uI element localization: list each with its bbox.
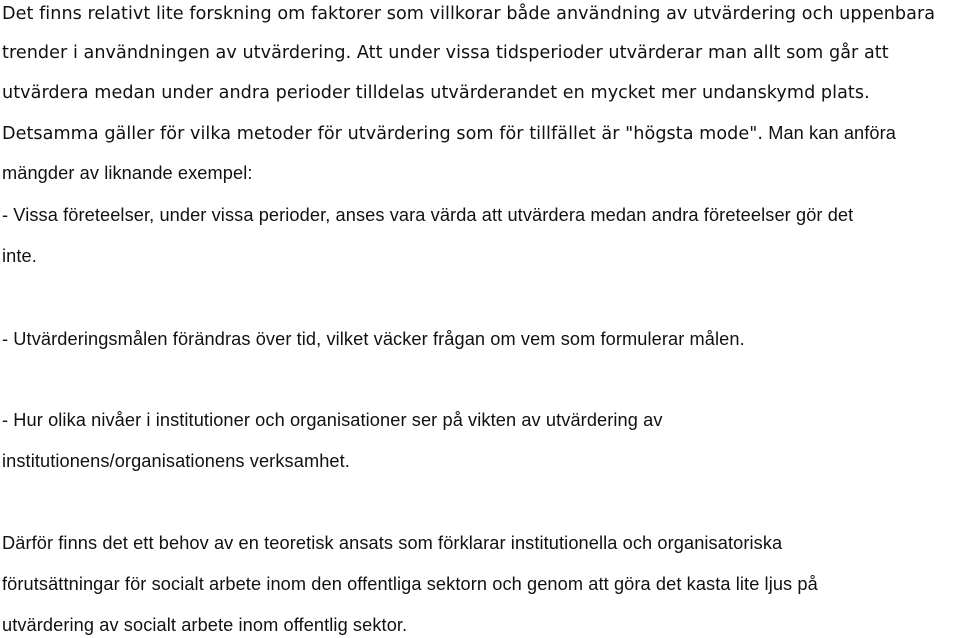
paragraph1-line4-part1: Detsamma gäller för vilka metoder för utvärdering som för tillfället är "högsta mode". — [2, 124, 764, 144]
paragraph1-line5: mängder av liknande exempel: — [2, 163, 253, 183]
paragraph2-line3: utvärdering av socialt arbete inom offentlig sektor. — [2, 615, 408, 635]
paragraph2-line2: förutsättningar för socialt arbete inom den offentliga sektorn och genom att göra det kasta lite ljus på — [2, 574, 818, 594]
bullet1-line1: - Vissa företeelser, under vissa perioder, anses vara värda att utvärdera medan andra företeelser gör det — [2, 205, 854, 225]
paragraph1-line4 — [2, 121, 896, 146]
paragraph2-line1: Därför finns det ett behov av en teoretisk ansats som förklarar institutionella och organisatoriska — [2, 533, 783, 553]
paragraph1-line4-part2: Man kan anföra — [763, 123, 896, 143]
paragraph1-line1: Det finns relativt lite forskning om faktorer som villkorar både användning av utvärdering och uppenbara — [2, 4, 936, 24]
bullet3-line1: - Hur olika nivåer i institutioner och organisationer ser på vikten av utvärdering av — [2, 410, 663, 430]
bullet3-line2: institutionens/organisationens verksamhet. — [2, 451, 350, 471]
bullet1-line2: inte. — [2, 246, 37, 266]
paragraph1-line3: utvärdera medan under andra perioder tilldelas utvärderandet en mycket mer undanskymd plats. — [2, 83, 870, 103]
bullet2-line1: - Utvärderingsmålen förändras över tid, vilket väcker frågan om vem som formulerar målen. — [2, 329, 745, 349]
paragraph1-line2: trender i användningen av utvärdering. Att under vissa tidsperioder utvärderar man allt som går att — [2, 43, 889, 63]
